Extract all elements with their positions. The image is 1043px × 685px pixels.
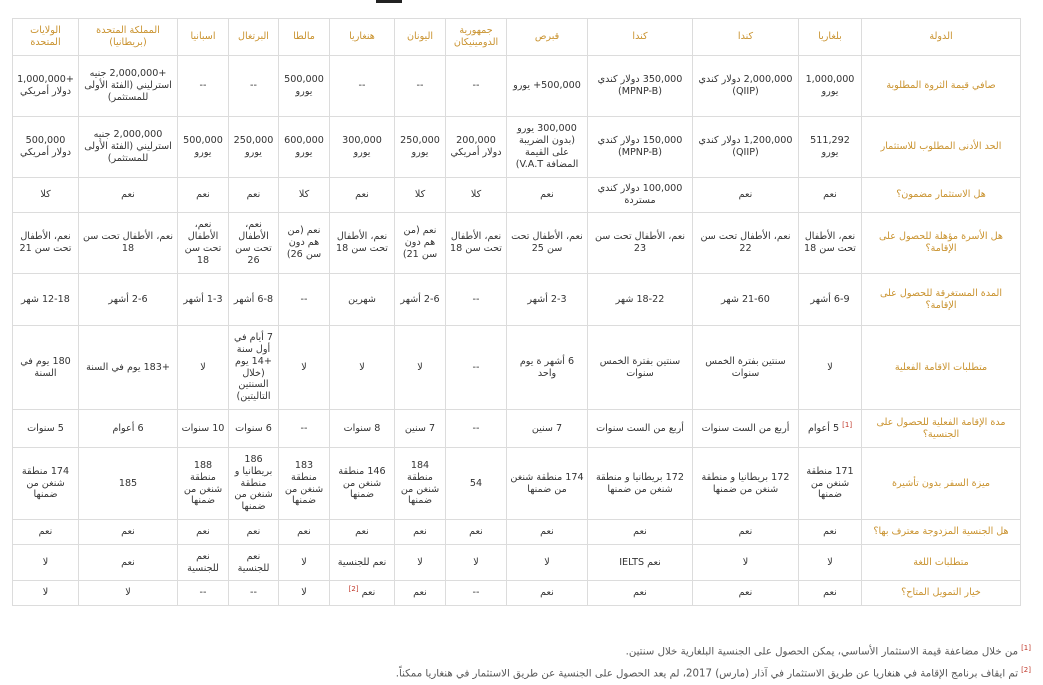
table-cell: 6 سنوات: [229, 410, 279, 448]
table-cell: لا: [693, 545, 799, 581]
table-cell: لا: [279, 326, 330, 410]
table-cell: نعم، الأطفال تحت سن 18: [799, 213, 862, 274]
footnote-2-text: تم ايقاف برنامج الإقامة في هنغاريا عن طريق الاستثمار في آذار (مارس) 2017، لم يعد الحصول على الجنسية عن طريق الاستثمار في هنغاريا ممكناً.: [395, 668, 1019, 680]
table-cell: نعم: [79, 520, 178, 545]
table-cell: 18-22 شهر: [588, 274, 693, 326]
table-cell: 600,000 يورو: [279, 117, 330, 178]
table-cell: نعم (من هم دون سن 21): [395, 213, 446, 274]
table-cell: نعم، الأطفال تحت سن 22: [693, 213, 799, 274]
table-cell: سنتين بفترة الخمس سنوات: [693, 326, 799, 410]
table-row: [13, 326, 1021, 410]
table-cell: 6-8 أشهر: [229, 274, 279, 326]
table-cell: نعم: [395, 581, 446, 606]
table-cell: نعم: [178, 520, 229, 545]
header-hungary: هنغاريا: [330, 19, 395, 56]
table-cell: نعم، الأطفال تحت سن 18: [446, 213, 507, 274]
footnote-1-backlink[interactable]: [1]: [1021, 644, 1031, 652]
table-cell: كلا: [13, 178, 79, 213]
header-cyprus: قبرص: [507, 19, 588, 56]
footnote-2-backlink[interactable]: [2]: [1021, 666, 1031, 674]
table-cell: --: [446, 56, 507, 117]
table-cell: 184 منطقة شنغن من ضمنها: [395, 448, 446, 520]
table-cell: لا: [446, 545, 507, 581]
table-cell: نعم: [395, 520, 446, 545]
table-cell: --: [330, 56, 395, 117]
table-cell: نعم للجنسية: [229, 545, 279, 581]
comparison-table-container: [12, 18, 1020, 606]
table-cell: 180 يوم في السنة: [13, 326, 79, 410]
table-row: [13, 274, 1021, 326]
table-cell: لا: [799, 545, 862, 581]
table-cell: +1,000,000 دولار أمريكي: [13, 56, 79, 117]
table-cell: نعم: [178, 178, 229, 213]
table-cell: نعم: [588, 520, 693, 545]
row-label: متطلبات اللغة: [862, 545, 1021, 581]
table-cell: 6 أشهر ة يوم واحد: [507, 326, 588, 410]
table-cell: --: [446, 326, 507, 410]
table-cell: 7 سنين: [507, 410, 588, 448]
footnote-1-text: من خلال مضاعفة قيمة الاستثمار الأساسي، يمكن الحصول على الجنسية البلغارية خلال سنتين.: [625, 646, 1019, 658]
footnotes: [21, 637, 1031, 681]
table-cell: لا: [507, 545, 588, 581]
table-cell: نعم، الأطفال تحت سن 18: [79, 213, 178, 274]
table-cell: نعم: [507, 178, 588, 213]
table-cell: نعم: [330, 178, 395, 213]
table-cell: نعم للجنسية: [178, 545, 229, 581]
table-row: [13, 117, 1021, 178]
table-cell: نعم، الأطفال تحت سن 25: [507, 213, 588, 274]
table-cell: لا: [395, 545, 446, 581]
table-cell: 7 أيام في أول سنة +14 يوم (خلال السنتين التاليتين): [229, 326, 279, 410]
row-label: الحد الأدنى المطلوب للاستثمار: [862, 117, 1021, 178]
table-cell: --: [446, 410, 507, 448]
table-cell: 172 بريطانيا و منطقة شنغن من ضمنها: [693, 448, 799, 520]
table-cell: --: [279, 410, 330, 448]
table-cell: نعم، الأطفال تحت سن 21: [13, 213, 79, 274]
table-cell: نعم: [507, 581, 588, 606]
footnote-ref-2[interactable]: [2]: [348, 584, 359, 593]
header-dominican-republic: جمهورية الدومينيكان: [446, 19, 507, 56]
table-cell: 300,000 يورو: [330, 117, 395, 178]
table-cell: 6-9 أشهر: [799, 274, 862, 326]
row-label: المدة المستغرقة للحصول على الإقامة؟: [862, 274, 1021, 326]
row-label: متطلبات الاقامة الفعلية: [862, 326, 1021, 410]
table-cell: لا: [13, 581, 79, 606]
table-cell: 250,000 يورو: [395, 117, 446, 178]
table-cell: 188 منطقة شنغن من ضمنها: [178, 448, 229, 520]
row-label: صافي قيمة الثروة المطلوبة: [862, 56, 1021, 117]
table-cell: نعم: [799, 178, 862, 213]
header-malta: مالطا: [279, 19, 330, 56]
table-cell: 200,000 دولار أمريكي: [446, 117, 507, 178]
table-cell: نعم: [799, 581, 862, 606]
table-cell: 2-6 أشهر: [79, 274, 178, 326]
table-cell: --: [279, 274, 330, 326]
table-cell: 250,000 يورو: [229, 117, 279, 178]
table-cell: 2-6 أشهر: [395, 274, 446, 326]
table-cell: +183 يوم في السنة: [79, 326, 178, 410]
header-usa: الولايات المتحدة: [13, 19, 79, 56]
top-scroll-marker: [376, 0, 402, 3]
table-row: [13, 581, 1021, 606]
table-cell: نعم: [13, 520, 79, 545]
footnote-ref-1[interactable]: [1]: [842, 420, 853, 429]
residency-comparison-table: [12, 18, 1021, 606]
table-cell: نعم IELTS: [588, 545, 693, 581]
table-cell: 21-60 شهر: [693, 274, 799, 326]
header-portugal: البرتغال: [229, 19, 279, 56]
table-cell: --: [178, 56, 229, 117]
row-label: هل الاستثمار مضمون؟: [862, 178, 1021, 213]
table-cell: 146 منطقة شنغن من ضمنها: [330, 448, 395, 520]
table-cell: --: [446, 581, 507, 606]
table-cell: لا: [178, 326, 229, 410]
table-cell: نعم: [279, 520, 330, 545]
header-spain: اسبانيا: [178, 19, 229, 56]
table-cell: كلا: [446, 178, 507, 213]
table-cell: سنتين بفترة الخمس سنوات: [588, 326, 693, 410]
table-cell: --: [395, 56, 446, 117]
table-cell: 150,000 دولار كندي (MPNP-B): [588, 117, 693, 178]
table-cell: 7 سنين: [395, 410, 446, 448]
table-row: [13, 448, 1021, 520]
table-cell: لا: [395, 326, 446, 410]
table-cell: نعم، الأطفال تحت سن 18: [330, 213, 395, 274]
table-cell: 12-18 شهر: [13, 274, 79, 326]
table-cell: 6 أعوام: [79, 410, 178, 448]
table-cell: نعم: [693, 520, 799, 545]
table-cell: 1,200,000 دولار كندي (QIIP): [693, 117, 799, 178]
table-cell: 2,000,000 دولار كندي (QIIP): [693, 56, 799, 117]
table-cell: لا: [279, 545, 330, 581]
table-cell: لا: [13, 545, 79, 581]
table-cell: 1-3 أشهر: [178, 274, 229, 326]
table-cell: نعم: [507, 520, 588, 545]
table-cell: 171 منطقة شنغن من ضمنها: [799, 448, 862, 520]
table-cell: أربع من الست سنوات: [693, 410, 799, 448]
table-cell: نعم [2]: [330, 581, 395, 606]
table-cell: 100,000 دولار كندي مستردة: [588, 178, 693, 213]
table-cell: 2,000,000 جنيه استرليني (الفئة الأولى للمستثمر): [79, 117, 178, 178]
table-cell: لا: [799, 326, 862, 410]
header-greece: اليونان: [395, 19, 446, 56]
table-cell: [1] 5 أعوام: [799, 410, 862, 448]
table-header-row: [13, 19, 1021, 56]
table-cell: نعم، الأطفال تحت سن 18: [178, 213, 229, 274]
table-cell: نعم: [229, 178, 279, 213]
footnote-2: [21, 659, 1031, 681]
table-row: [13, 178, 1021, 213]
table-cell: 500,000 دولار أمريكي: [13, 117, 79, 178]
footnote-1: [21, 637, 1031, 659]
table-cell: +2,000,000 جنيه استرليني (الفئة الأولى للمستثمر): [79, 56, 178, 117]
table-cell: نعم: [79, 545, 178, 581]
table-cell: 174 منطقة شنغن من ضمنها: [507, 448, 588, 520]
table-cell: 183 منطقة شنغن من ضمنها: [279, 448, 330, 520]
table-cell: --: [229, 56, 279, 117]
table-row: [13, 56, 1021, 117]
table-row: [13, 545, 1021, 581]
table-cell: نعم للجنسية: [330, 545, 395, 581]
table-cell: 511,292 يورو: [799, 117, 862, 178]
table-cell: كلا: [279, 178, 330, 213]
table-cell: نعم: [588, 581, 693, 606]
table-cell: نعم، الأطفال تحت سن 23: [588, 213, 693, 274]
row-label: مدة الإقامة الفعلية للحصول على الجنسية؟: [862, 410, 1021, 448]
table-cell: نعم: [693, 178, 799, 213]
table-cell: نعم: [79, 178, 178, 213]
table-cell: 8 سنوات: [330, 410, 395, 448]
table-row: [13, 410, 1021, 448]
table-cell: 500,000 يورو: [178, 117, 229, 178]
table-cell: 10 سنوات: [178, 410, 229, 448]
table-cell: لا: [79, 581, 178, 606]
table-cell: نعم، الأطفال تحت سن 26: [229, 213, 279, 274]
header-canada-mpnp: كندا: [588, 19, 693, 56]
table-cell: 350,000 دولار كندي (MPNP-B): [588, 56, 693, 117]
table-cell: نعم: [229, 520, 279, 545]
header-uk: المملكة المتحدة (بريطانيا): [79, 19, 178, 56]
table-row: [13, 520, 1021, 545]
table-cell: نعم: [693, 581, 799, 606]
table-cell: --: [229, 581, 279, 606]
table-cell: شهرين: [330, 274, 395, 326]
table-cell: --: [178, 581, 229, 606]
header-canada-qiip: كندا: [693, 19, 799, 56]
table-cell: 300,000 يورو (بدون الضريبة على القيمة المضافة V.A.T): [507, 117, 588, 178]
table-cell: نعم: [799, 520, 862, 545]
table-cell: 186 بريطانيا و منطقة شنغن من ضمنها: [229, 448, 279, 520]
table-cell: نعم (من هم دون سن 26): [279, 213, 330, 274]
row-label: ميزة السفر بدون تأشيرة: [862, 448, 1021, 520]
table-cell: 174 منطقة شنغن من ضمنها: [13, 448, 79, 520]
table-cell: 500,000+ يورو: [507, 56, 588, 117]
table-cell: 54: [446, 448, 507, 520]
table-row: [13, 213, 1021, 274]
row-label: هل الجنسية المزدوجة معترف بها؟: [862, 520, 1021, 545]
table-cell: كلا: [395, 178, 446, 213]
row-label: هل الأسرة مؤهلة للحصول على الإقامة؟: [862, 213, 1021, 274]
table-cell: 500,000 يورو: [279, 56, 330, 117]
header-bulgaria: بلغاريا: [799, 19, 862, 56]
table-cell: نعم: [330, 520, 395, 545]
table-cell: 185: [79, 448, 178, 520]
table-cell: 5 سنوات: [13, 410, 79, 448]
table-cell: لا: [279, 581, 330, 606]
table-cell: لا: [330, 326, 395, 410]
table-cell: 172 بريطانيا و منطقة شنغن من ضمنها: [588, 448, 693, 520]
table-cell: 2-3 أشهر: [507, 274, 588, 326]
row-label: خيار التمويل المتاح؟: [862, 581, 1021, 606]
header-country: الدولة: [862, 19, 1021, 56]
table-cell: نعم: [446, 520, 507, 545]
table-cell: --: [446, 274, 507, 326]
table-cell: 1,000,000 يورو: [799, 56, 862, 117]
table-cell: أربع من الست سنوات: [588, 410, 693, 448]
